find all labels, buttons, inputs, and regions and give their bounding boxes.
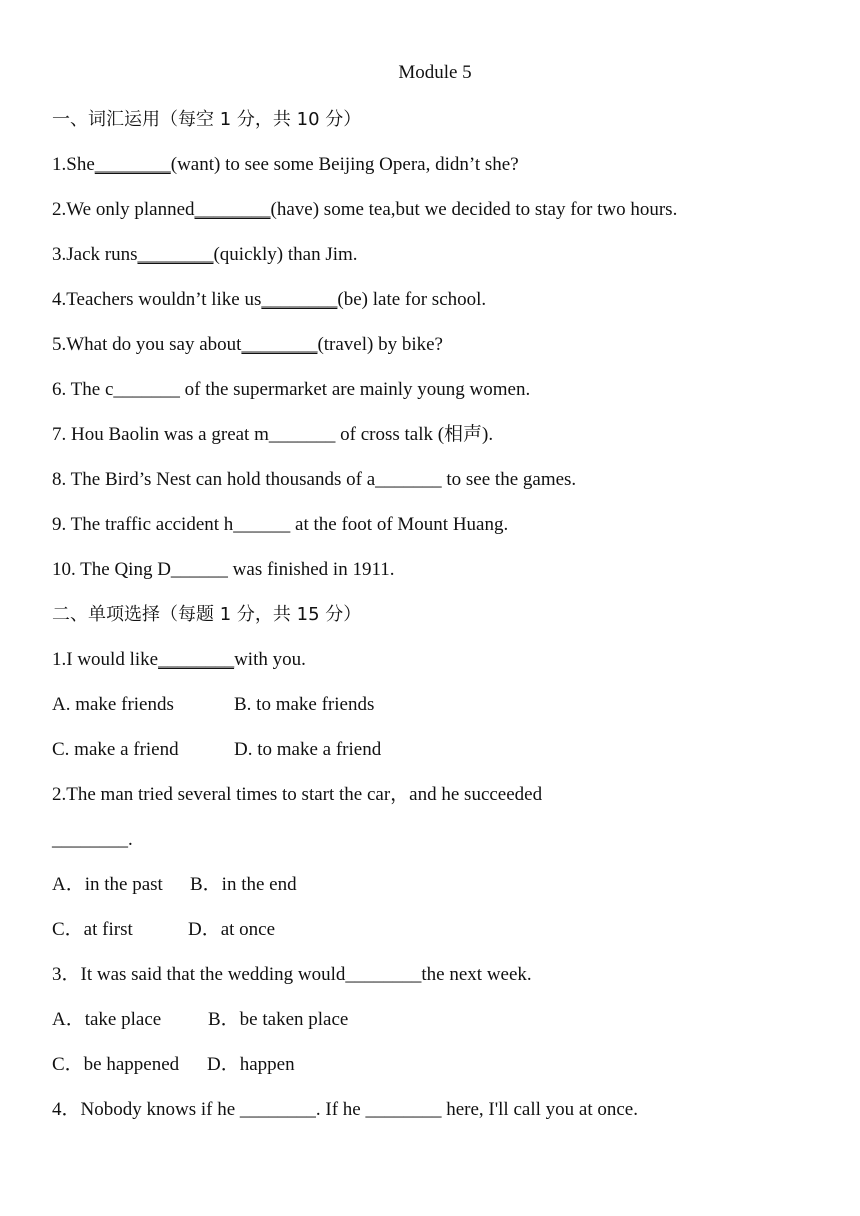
section-heading-multiple-choice: 二、单项选择（每题 1 分，共 15 分） xyxy=(52,604,362,625)
option-c: C．at first xyxy=(52,919,133,940)
question-line: 10. The Qing D______ was finished in 1911. xyxy=(52,559,395,580)
question-line xyxy=(52,197,677,223)
question-line xyxy=(52,287,486,313)
question-line-continuation: ________. xyxy=(52,829,133,850)
question-line xyxy=(52,332,443,358)
question-line: 7. Hou Baolin was a great m_______ of cross talk (相声). xyxy=(52,424,494,445)
answer-blank: ________ xyxy=(241,334,318,355)
option-c: C．be happened xyxy=(52,1054,180,1075)
question-text: 5.What do you say about xyxy=(52,334,242,355)
option-d: D. to make a friend xyxy=(234,739,382,760)
question-text: 2.We only planned xyxy=(52,199,195,220)
option-row xyxy=(52,872,297,898)
question-line: 9. The traffic accident h______ at the foot of Mount Huang. xyxy=(52,514,509,535)
option-a: A．in the past xyxy=(52,874,163,895)
question-text: (be) late for school. xyxy=(337,289,487,310)
option-b: B．in the end xyxy=(190,874,297,895)
question-line xyxy=(52,242,358,268)
question-text: (quickly) than Jim. xyxy=(213,244,358,265)
answer-blank: ________ xyxy=(137,244,214,265)
question-text: 1.I would like xyxy=(52,649,159,670)
answer-blank: ________ xyxy=(261,289,338,310)
option-row xyxy=(52,1052,295,1078)
question-text: 4.Teachers wouldn’t like us xyxy=(52,289,262,310)
answer-blank: ________ xyxy=(158,649,235,670)
option-c: C. make a friend xyxy=(52,739,179,760)
option-b: B．be taken place xyxy=(208,1009,349,1030)
question-line: 2.The man tried several times to start the car，and he succeeded xyxy=(52,784,543,805)
option-d: D．at once xyxy=(188,919,276,940)
question-text: with you. xyxy=(234,649,306,670)
question-text: (want) to see some Beijing Opera, didn’t she? xyxy=(170,154,519,175)
question-text: (have) some tea,but we decided to stay for two hours. xyxy=(270,199,678,220)
answer-blank: ________ xyxy=(194,199,271,220)
option-row xyxy=(52,917,275,943)
section-heading-vocabulary: 一、词汇运用（每空 1 分，共 10 分） xyxy=(52,109,362,130)
page-title: Module 5 xyxy=(398,62,472,83)
option-row xyxy=(52,1007,348,1033)
question-line: 6. The c_______ of the supermarket are mainly young women. xyxy=(52,379,531,400)
question-line: 4．Nobody knows if he ________. If he ________ here, I'll call you at once. xyxy=(52,1099,638,1120)
question-line xyxy=(52,647,306,673)
option-a: A. make friends xyxy=(52,694,174,715)
option-row xyxy=(52,737,381,763)
option-row xyxy=(52,692,374,718)
question-text: 1.She xyxy=(52,154,95,175)
question-line xyxy=(52,152,519,178)
option-b: B. to make friends xyxy=(234,694,375,715)
question-line: 8. The Bird’s Nest can hold thousands of a_______ to see the games. xyxy=(52,469,577,490)
option-a: A．take place xyxy=(52,1009,162,1030)
question-text: 3.Jack runs xyxy=(52,244,138,265)
question-text: (travel) by bike? xyxy=(317,334,443,355)
answer-blank: ________ xyxy=(94,154,171,175)
option-d: D．happen xyxy=(207,1054,295,1075)
question-line: 3．It was said that the wedding would________the next week. xyxy=(52,964,532,985)
